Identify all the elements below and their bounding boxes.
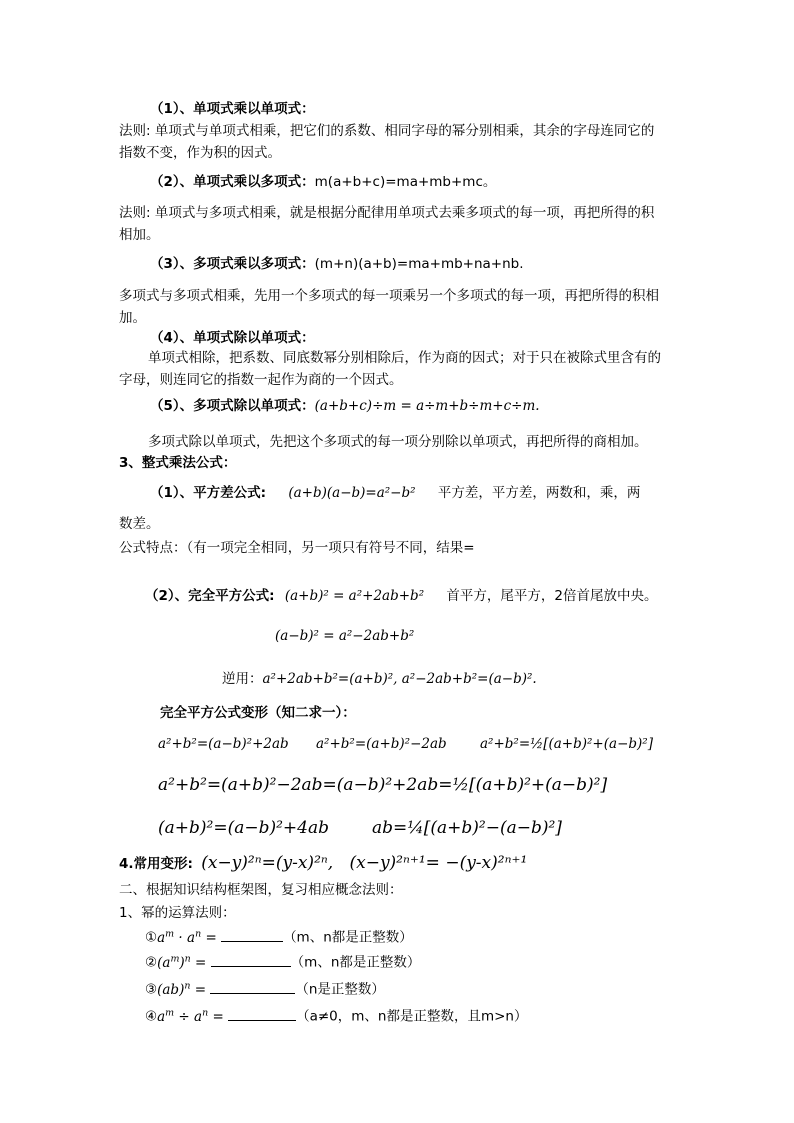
power-rule-4-num: ④: [145, 1008, 158, 1025]
p2-reverse-label: 逆用：: [222, 671, 263, 687]
s3-rule-line2: 加。: [119, 310, 146, 326]
p1-feature: 公式特点：（有一项完全相同，另一项只有符号不同，结果=: [119, 540, 475, 556]
p2-variant-4: a²+b²=(a+b)²−2ab=(a−b)²+2ab=½[(a+b)²+(a−b)²]: [158, 775, 608, 795]
p2-variant-5: (a+b)²=(a−b)²+4ab: [158, 818, 330, 838]
s1-rule-line1: 法则: 单项式与单项式相乘，把它们的系数、相同字母的幂分别相乘，其余的字母连同它的: [119, 123, 655, 139]
power-rule-2-blank[interactable]: [211, 965, 291, 967]
power-rule-3-note: （n是正整数）: [295, 981, 385, 998]
s4-rule-line2: 字母，则连同它的指数一起作为商的一个因式。: [119, 372, 403, 388]
power-rule-2: $②(a^m)^n = (m$、n都是正整数）: [145, 953, 421, 971]
s5-heading: [150, 398, 540, 414]
p2-variant-title: 完全平方公式变形（知二求一）：: [160, 705, 356, 721]
s3-rule-line1: 多项式与多项式相乘，先用一个多项式的每一项乘另一个多项式的每一项，再把所得的积相: [119, 288, 659, 304]
power-rule-3: ③(ab)$^n$ = （n是正整数）: [145, 980, 385, 998]
s5-rule-line1: 多项式除以单项式，先把这个多项式的每一项分别除以单项式，再把所得的商相加。: [148, 434, 648, 450]
power-rule-1-note: （m、n都是正整数）: [283, 929, 413, 946]
power-rule-4: $④a^m \div a^n = (a\ne 0$，m、n都是正整数，且m>n）: [145, 1007, 528, 1025]
sec4-line: [119, 853, 527, 873]
sec4-formula1: (x−y)²ⁿ=(y-x)²ⁿ,: [201, 853, 334, 873]
p2-reverse-formula: a²+2ab+b²=(a+b)², a²−2ab+b²=(a−b)².: [262, 671, 537, 687]
s1-title: （1）、单项式乘以单项式：: [150, 101, 315, 117]
power-rule-4-blank[interactable]: [228, 1019, 296, 1021]
p1-heading: [150, 485, 640, 501]
p1-mnemonic: 平方差，平方差，两数和，乘，两: [437, 485, 641, 501]
power-rule-1-num: ①: [145, 929, 158, 946]
p2-formula2: (a−b)² = a²−2ab+b²: [275, 628, 415, 644]
power-rule-1: $①a^m \cdot a^n = (m$、n都是正整数）: [145, 928, 413, 946]
s1-rule-line2: 指数不变，作为积的因式。: [119, 145, 281, 161]
p2-formula1: (a+b)² = a²+2ab+b²: [284, 588, 425, 604]
p1-mnemonic-line2: 数差。: [119, 516, 160, 532]
s2-rule-line1: 法则: 单项式与多项式相乘，就是根据分配律用单项式去乘多项式的每一项，再把所得的积: [119, 205, 655, 221]
power-rule-2-note: （m、n都是正整数）: [290, 954, 421, 971]
p2-variant-6: ab=¼[(a+b)²−(a−b)²]: [372, 818, 562, 838]
power-rule-1-blank[interactable]: [221, 940, 283, 942]
s3-formula: (m+n)(a+b)=ma+mb+na+nb.: [314, 256, 524, 272]
sec3-title: 3、整式乘法公式：: [119, 455, 237, 471]
s2-rule-line2: 相加。: [119, 227, 160, 243]
part2-title: 二、根据知识结构框架图，复习相应概念法则：: [119, 882, 403, 898]
sec4-title: 4.常用变形:: [119, 856, 193, 872]
s2-title: （2）、单项式乘以多项式：: [150, 174, 315, 190]
p2-title: （2）、完全平方公式:: [145, 588, 275, 604]
p2-variant-3: a²+b²=½[(a+b)²+(a−b)²]: [480, 736, 653, 752]
p1-formula: (a+b)(a−b)=a²−b²: [288, 485, 416, 501]
s2-heading: [150, 174, 496, 190]
p2-variant-1: a²+b²=(a−b)²+2ab: [158, 736, 289, 752]
part2-sub1: 1、幂的运算法则：: [119, 905, 236, 921]
p1-title: （1）、平方差公式:: [150, 485, 267, 501]
power-rule-3-num: ③: [145, 981, 158, 998]
power-rule-2-num: ②: [145, 954, 158, 971]
s3-title: （3）、多项式乘以多项式：: [150, 256, 315, 272]
power-rule-4-note: （a≠0，m、n都是正整数，且m>n）: [296, 1008, 528, 1025]
p2-variant-2: a²+b²=(a+b)²−2ab: [316, 736, 447, 752]
p2-mnemonic: 首平方，尾平方，2倍首尾放中央。: [446, 588, 658, 604]
sec4-formula2: (x−y)²ⁿ⁺¹= −(y-x)²ⁿ⁺¹: [349, 853, 528, 873]
s5-title: （5）、多项式除以单项式：: [150, 398, 315, 414]
s3-heading: [150, 256, 524, 272]
s4-rule-line1: 单项式相除，把系数、同底数幂分别相除后，作为商的因式；对于只在被除式里含有的: [148, 350, 661, 366]
p2-reverse: [222, 671, 537, 687]
power-rule-3-blank[interactable]: [210, 992, 295, 994]
s4-title: （4）、单项式除以单项式：: [150, 330, 315, 346]
s2-formula: m(a+b+c)=ma+mb+mc。: [314, 174, 497, 190]
p2-heading: [145, 588, 658, 604]
s5-formula: (a+b+c)÷m = a÷m+b÷m+c÷m.: [314, 398, 540, 414]
